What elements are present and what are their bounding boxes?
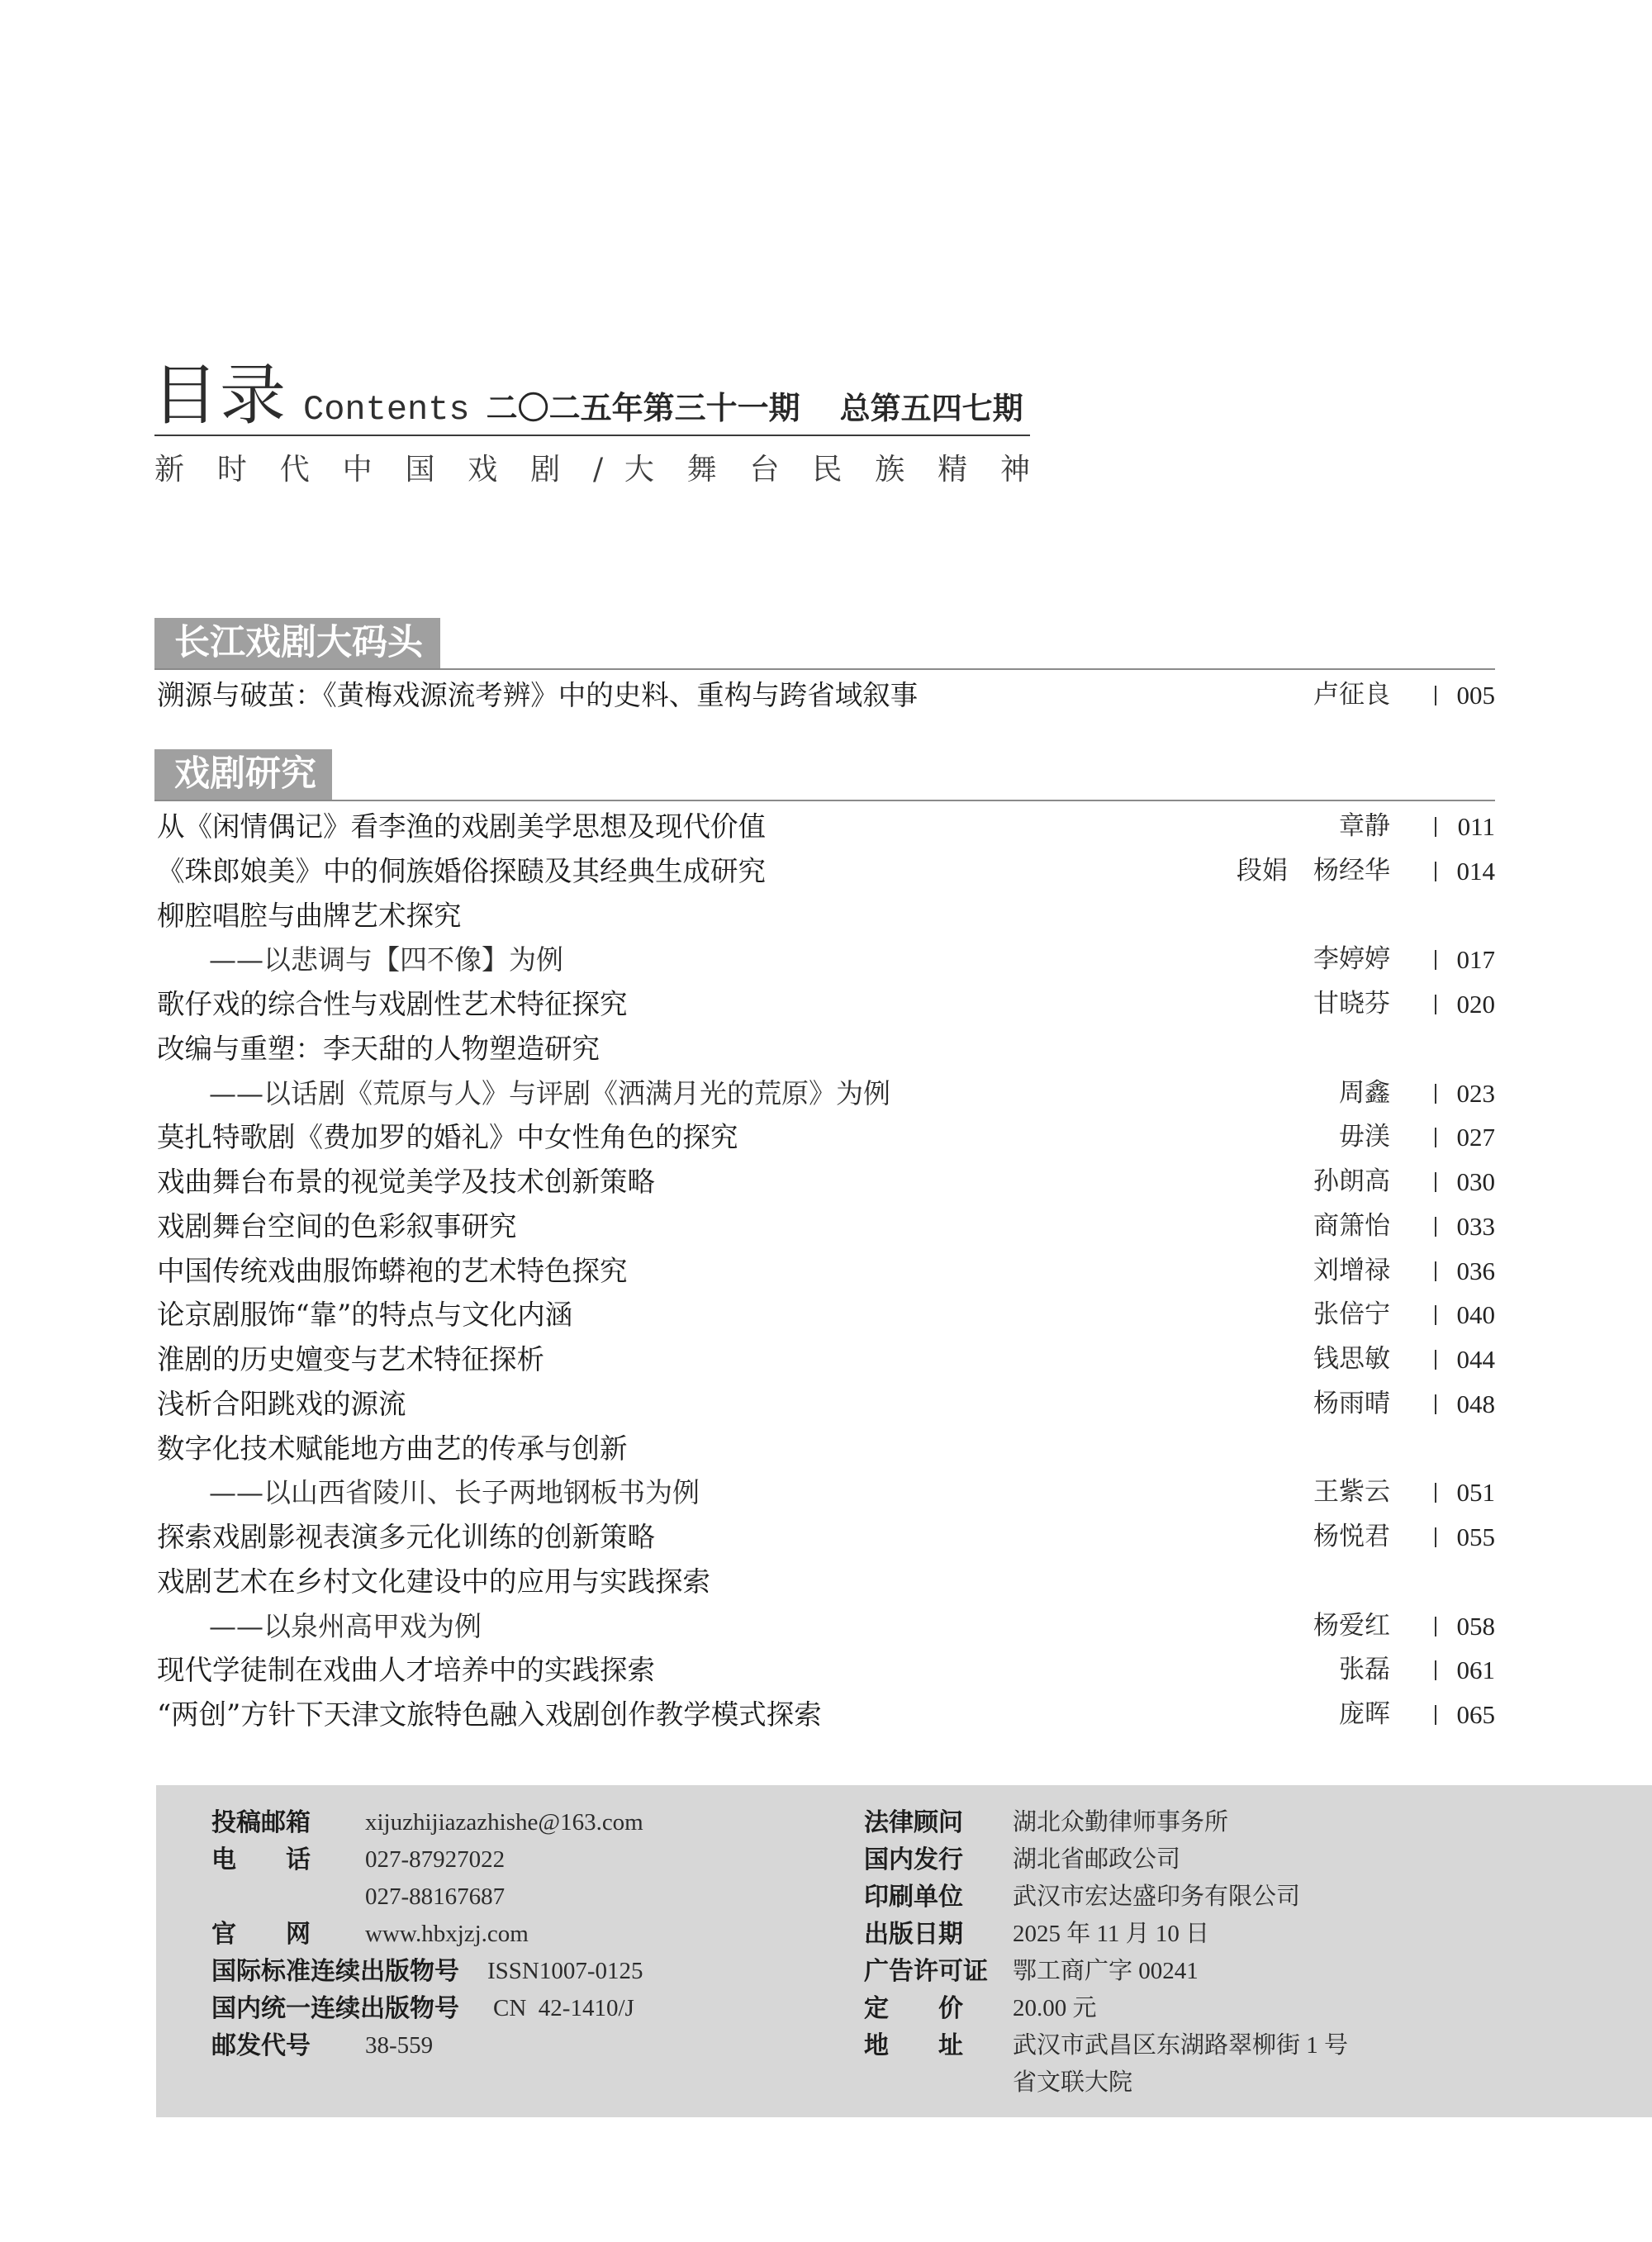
entry-subtitle: ——以山西省陵川、长子两地钢板书为例 bbox=[209, 1476, 700, 1509]
info-row bbox=[156, 1916, 1652, 1953]
info-row bbox=[156, 1990, 1652, 2027]
entry-authors: 钱思敏 bbox=[1313, 1344, 1390, 1374]
info-row bbox=[156, 1879, 1652, 1916]
page-divider bbox=[1435, 686, 1436, 705]
section-entries bbox=[154, 673, 1495, 718]
entry-subtitle: ——以话剧《荒原与人》与评剧《洒满月光的荒原》为例 bbox=[209, 1076, 890, 1109]
info-label: 官 网 bbox=[211, 1919, 311, 1949]
info-label: 国内发行 bbox=[864, 1845, 963, 1874]
info-label: 定 价 bbox=[864, 1993, 963, 2023]
toc-title: 目录 bbox=[152, 357, 287, 434]
info-value: 027-88167687 bbox=[365, 1883, 506, 1910]
section-rule bbox=[154, 668, 1495, 670]
toc-entry bbox=[154, 1115, 1495, 1160]
entry-page-number: 011 bbox=[1457, 812, 1495, 841]
info-label: 印刷单位 bbox=[864, 1882, 963, 1912]
entry-authors: 杨雨晴 bbox=[1313, 1388, 1390, 1418]
info-value: CN 42-1410/J bbox=[493, 1994, 634, 2021]
info-value: 38-559 bbox=[365, 2031, 434, 2059]
page-divider bbox=[1435, 862, 1436, 881]
entry-authors: 王紫云 bbox=[1313, 1477, 1390, 1508]
toc-entry bbox=[154, 1560, 1495, 1649]
entry-title: 戏剧舞台空间的色彩叙事研究 bbox=[157, 1209, 517, 1242]
info-panel bbox=[156, 1785, 1652, 2117]
entry-title: 歌仔戏的综合性与戏剧性艺术特征探究 bbox=[157, 988, 628, 1020]
entry-line bbox=[154, 1071, 1495, 1116]
header-rule bbox=[154, 435, 1030, 436]
toc-entry bbox=[154, 1648, 1495, 1693]
total-issue-number: 总第五四七期 bbox=[839, 390, 1023, 426]
info-value: 鄂工商广字 00241 bbox=[1013, 1957, 1199, 1984]
section-entries bbox=[154, 805, 1495, 1737]
entry-title: 《珠郎娘美》中的侗族婚俗探赜及其经典生成研究 bbox=[157, 854, 766, 887]
page-divider bbox=[1435, 1217, 1436, 1237]
info-label: 出版日期 bbox=[864, 1919, 963, 1949]
toc-entry bbox=[154, 1515, 1495, 1560]
toc-title-en: Contents bbox=[303, 390, 470, 430]
info-row bbox=[156, 1953, 1652, 1990]
toc-entry bbox=[154, 1382, 1495, 1427]
entry-page-number: 048 bbox=[1456, 1389, 1495, 1418]
info-label: 投稿邮箱 bbox=[211, 1807, 311, 1837]
entry-title: 从《闲情偶记》看李渔的戏剧美学思想及现代价值 bbox=[157, 810, 766, 843]
entry-title: 数字化技术赋能地方曲艺的传承与创新 bbox=[157, 1432, 628, 1465]
entry-authors: 杨爱红 bbox=[1313, 1610, 1390, 1641]
entry-authors: 庞晖 bbox=[1339, 1699, 1390, 1729]
page-divider bbox=[1435, 1617, 1436, 1636]
page-divider bbox=[1435, 1305, 1436, 1325]
entry-page-number: 030 bbox=[1456, 1167, 1495, 1196]
toc-entry bbox=[154, 894, 1495, 983]
page-divider bbox=[1435, 995, 1436, 1014]
info-value: ISSN1007-0125 bbox=[487, 1957, 643, 1984]
toc-entry bbox=[154, 673, 1495, 718]
entry-page-number: 014 bbox=[1456, 856, 1495, 886]
entry-authors: 李婷婷 bbox=[1313, 944, 1390, 975]
entry-line bbox=[154, 1560, 1495, 1604]
entry-authors: 周鑫 bbox=[1339, 1077, 1390, 1108]
info-value: 武汉市宏达盛印务有限公司 bbox=[1013, 1883, 1301, 1910]
page-divider bbox=[1435, 1172, 1436, 1192]
section-header: 长江戏剧大码头 bbox=[154, 618, 440, 668]
entry-page-number: 023 bbox=[1456, 1078, 1495, 1108]
page-divider bbox=[1435, 1660, 1436, 1680]
entry-authors: 甘晓芬 bbox=[1313, 989, 1390, 1019]
entry-line bbox=[154, 1027, 1495, 1071]
toc-entry bbox=[154, 1249, 1495, 1294]
issue-number: 二〇二五年第三十一期 bbox=[486, 389, 800, 426]
info-row bbox=[156, 2064, 1652, 2102]
entry-authors: 刘增禄 bbox=[1313, 1255, 1390, 1285]
toc-entry bbox=[154, 849, 1495, 894]
entry-subtitle: ——以悲调与【四不像】为例 bbox=[209, 943, 563, 976]
toc-entry bbox=[154, 1293, 1495, 1337]
info-value: 2025 年 11 月 10 日 bbox=[1013, 1920, 1210, 1947]
toc-entry bbox=[154, 1693, 1495, 1737]
page-divider bbox=[1435, 1483, 1436, 1503]
entry-authors: 毋渼 bbox=[1339, 1122, 1390, 1152]
page-divider bbox=[1435, 1394, 1436, 1414]
info-label: 邮发代号 bbox=[211, 2031, 311, 2060]
toc-entry bbox=[154, 805, 1495, 849]
header-issue-row bbox=[303, 385, 1023, 431]
entry-title: 淮剧的历史嬗变与艺术特征探析 bbox=[157, 1343, 544, 1375]
toc-entry bbox=[154, 1427, 1495, 1516]
toc-entry bbox=[154, 1160, 1495, 1204]
toc-entry bbox=[154, 1204, 1495, 1249]
entry-page-number: 020 bbox=[1456, 990, 1495, 1019]
toc-entry bbox=[154, 1027, 1495, 1116]
entry-authors: 孙朗高 bbox=[1313, 1166, 1390, 1196]
page-divider bbox=[1435, 1527, 1436, 1547]
info-label: 法律顾问 bbox=[864, 1807, 963, 1837]
entry-page-number: 055 bbox=[1456, 1522, 1495, 1551]
info-value: www.hbxjzj.com bbox=[365, 1920, 529, 1947]
entry-title: “两创”方针下天津文旅特色融入戏剧创作教学模式探索 bbox=[157, 1698, 822, 1731]
page-divider bbox=[1435, 1084, 1436, 1104]
entry-title: 柳腔唱腔与曲牌艺术探究 bbox=[157, 899, 462, 932]
info-label: 电 话 bbox=[211, 1845, 311, 1874]
entry-page-number: 017 bbox=[1456, 945, 1495, 975]
entry-title: 溯源与破茧：《黄梅戏源流考辨》中的史料、重构与跨省域叙事 bbox=[157, 679, 919, 711]
section-rule bbox=[154, 800, 1495, 801]
page-divider bbox=[1435, 1350, 1436, 1370]
entry-authors: 商箫怡 bbox=[1313, 1210, 1390, 1241]
entry-page-number: 058 bbox=[1456, 1611, 1495, 1641]
info-row bbox=[156, 2027, 1652, 2064]
info-value: 武汉市武昌区东湖路翠柳街 1 号 bbox=[1013, 2031, 1349, 2059]
entry-title: 改编与重塑：李天甜的人物塑造研究 bbox=[157, 1032, 600, 1065]
info-value: 20.00 元 bbox=[1013, 1994, 1097, 2021]
info-value: xijuzhijiazazhishe@163.com bbox=[365, 1808, 643, 1836]
info-row bbox=[156, 1804, 1652, 1841]
entry-line bbox=[154, 938, 1495, 982]
entry-title: 莫扎特歌剧《费加罗的婚礼》中女性角色的探究 bbox=[157, 1121, 738, 1154]
entry-authors: 张磊 bbox=[1339, 1655, 1390, 1685]
page-divider bbox=[1435, 1128, 1436, 1147]
entry-line bbox=[154, 1604, 1495, 1649]
page-divider bbox=[1435, 950, 1436, 970]
entry-page-number: 044 bbox=[1456, 1345, 1495, 1374]
toc-entry bbox=[154, 982, 1495, 1027]
entry-authors: 卢征良 bbox=[1313, 680, 1390, 710]
entry-page-number: 051 bbox=[1456, 1478, 1495, 1508]
info-value: 027-87927022 bbox=[365, 1845, 506, 1873]
entry-authors: 张倍宁 bbox=[1313, 1299, 1390, 1330]
entry-authors: 杨悦君 bbox=[1313, 1522, 1390, 1551]
entry-line bbox=[154, 1470, 1495, 1515]
info-value: 省文联大院 bbox=[1013, 2069, 1133, 2096]
page-divider bbox=[1435, 1705, 1436, 1725]
entry-page-number: 061 bbox=[1456, 1655, 1495, 1685]
entry-subtitle: ——以泉州高甲戏为例 bbox=[209, 1609, 482, 1642]
info-value: 湖北众勤律师事务所 bbox=[1013, 1808, 1229, 1836]
entry-title: 中国传统戏曲服饰蟒袍的艺术特色探究 bbox=[157, 1254, 628, 1287]
info-label: 广告许可证 bbox=[864, 1956, 988, 1986]
entry-title: 探索戏剧影视表演多元化训练的创新策略 bbox=[157, 1521, 655, 1553]
slogan: 新 时 代 中 国 戏 剧 / 大 舞 台 民 族 精 神 bbox=[154, 453, 1030, 487]
entry-page-number: 036 bbox=[1456, 1256, 1495, 1285]
toc-entry bbox=[154, 1337, 1495, 1382]
section-header: 戏剧研究 bbox=[154, 749, 332, 800]
entry-page-number: 040 bbox=[1456, 1300, 1495, 1330]
entry-title: 论京剧服饰“靠”的特点与文化内涵 bbox=[157, 1299, 573, 1332]
info-label: 国内统一连续出版物号 bbox=[211, 1993, 459, 2023]
entry-title: 戏曲舞台布景的视觉美学及技术创新策略 bbox=[157, 1166, 655, 1198]
entry-authors: 段娟 杨经华 bbox=[1237, 855, 1390, 886]
info-label: 地 址 bbox=[864, 2031, 963, 2060]
entry-title: 戏剧艺术在乡村文化建设中的应用与实践探索 bbox=[157, 1565, 710, 1598]
page-divider bbox=[1435, 817, 1436, 837]
entry-title: 现代学徒制在戏曲人才培养中的实践探索 bbox=[157, 1654, 655, 1687]
entry-line bbox=[154, 894, 1495, 938]
info-label: 国际标准连续出版物号 bbox=[211, 1956, 459, 1986]
info-value: 湖北省邮政公司 bbox=[1013, 1845, 1181, 1873]
entry-line bbox=[154, 1427, 1495, 1471]
info-row bbox=[156, 1841, 1652, 1879]
entry-title: 浅析合阳跳戏的源流 bbox=[157, 1387, 406, 1420]
entry-authors: 章静 bbox=[1339, 811, 1390, 841]
entry-page-number: 027 bbox=[1456, 1123, 1495, 1152]
page-divider bbox=[1435, 1261, 1436, 1281]
entry-page-number: 005 bbox=[1456, 681, 1495, 710]
entry-page-number: 033 bbox=[1456, 1211, 1495, 1241]
entry-page-number: 065 bbox=[1456, 1700, 1495, 1729]
